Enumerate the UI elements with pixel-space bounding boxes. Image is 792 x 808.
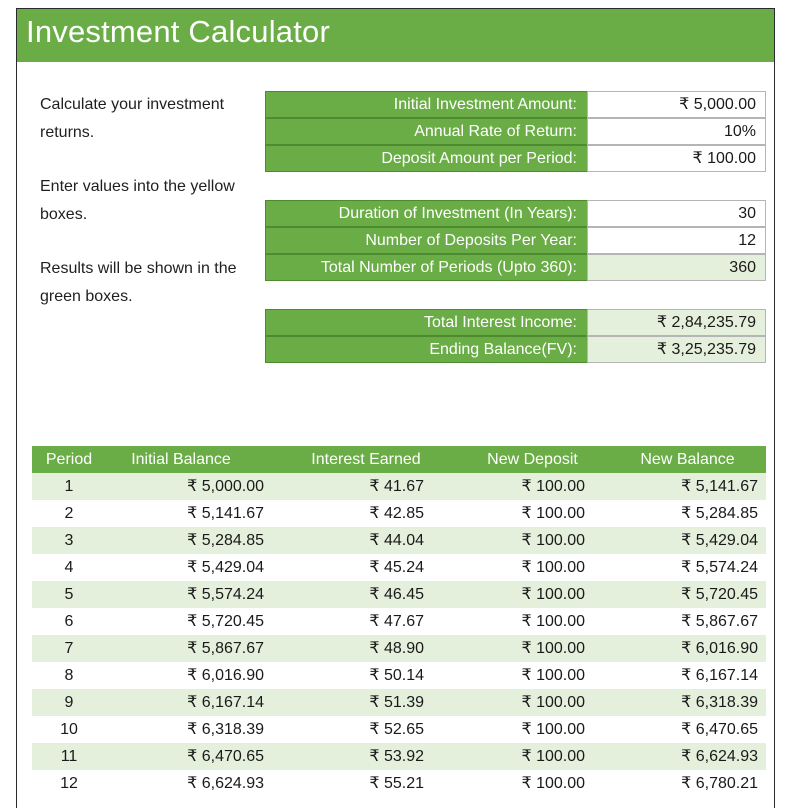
cell-period: 5 (64, 586, 74, 603)
total-interest-value: ₹ 2,84,235.79 (587, 309, 766, 336)
cell-new-balance: ₹ 5,720.45 (681, 586, 758, 603)
cell-new-balance: ₹ 6,624.93 (681, 748, 758, 765)
instruction-text: Results will be shown in the (40, 260, 237, 277)
cell-new-balance: ₹ 6,318.39 (681, 694, 758, 711)
field-label: Duration of Investment (In Years): (265, 200, 587, 227)
cell-interest-earned: ₹ 47.67 (369, 613, 424, 630)
table-row (32, 527, 766, 554)
cell-new-balance: ₹ 6,167.14 (681, 667, 758, 684)
cell-interest-earned: ₹ 51.39 (369, 694, 424, 711)
annual-rate-input[interactable]: 10% (587, 118, 766, 145)
cell-initial-balance: ₹ 6,016.90 (187, 667, 264, 684)
duration-years-input[interactable]: 30 (587, 200, 766, 227)
cell-new-deposit: ₹ 100.00 (521, 748, 585, 765)
ending-balance-value: ₹ 3,25,235.79 (587, 336, 766, 363)
cell-period: 2 (64, 505, 74, 522)
cell-initial-balance: ₹ 5,284.85 (187, 532, 264, 549)
instruction-text: green boxes. (40, 288, 133, 305)
cell-new-deposit: ₹ 100.00 (521, 532, 585, 549)
cell-new-balance: ₹ 5,429.04 (681, 532, 758, 549)
table-row (32, 608, 766, 635)
cell-initial-balance: ₹ 5,429.04 (187, 559, 264, 576)
cell-new-deposit: ₹ 100.00 (521, 667, 585, 684)
table-row (32, 500, 766, 527)
cell-initial-balance: ₹ 6,470.65 (187, 748, 264, 765)
field-label: Initial Investment Amount: (265, 91, 587, 118)
cell-interest-earned: ₹ 42.85 (369, 505, 424, 522)
column-header-new-balance: New Balance (640, 451, 735, 468)
cell-period: 9 (64, 694, 74, 711)
cell-interest-earned: ₹ 55.21 (369, 775, 424, 792)
cell-initial-balance: ₹ 6,624.93 (187, 775, 264, 792)
table-body (32, 473, 766, 797)
cell-interest-earned: ₹ 52.65 (369, 721, 424, 738)
table-row (32, 743, 766, 770)
table-row (32, 716, 766, 743)
instruction-block-1 (40, 91, 272, 147)
cell-period: 4 (64, 559, 74, 576)
field-ending-balance (265, 336, 766, 363)
table-row (32, 770, 766, 797)
total-periods-value: 360 (587, 254, 766, 281)
instruction-text: Calculate your investment (40, 96, 225, 113)
calculator-frame (16, 8, 775, 808)
cell-new-deposit: ₹ 100.00 (521, 613, 585, 630)
cell-interest-earned: ₹ 41.67 (369, 478, 424, 495)
cell-initial-balance: ₹ 5,141.67 (187, 505, 264, 522)
instruction-block-3 (40, 255, 272, 311)
cell-new-balance: ₹ 5,574.24 (681, 559, 758, 576)
cell-initial-balance: ₹ 5,867.67 (187, 640, 264, 657)
field-total-periods (265, 254, 766, 281)
cell-initial-balance: ₹ 5,720.45 (187, 613, 264, 630)
column-header-interest-earned: Interest Earned (311, 451, 421, 468)
field-label: Deposit Amount per Period: (265, 145, 587, 172)
cell-interest-earned: ₹ 46.45 (369, 586, 424, 603)
table-header (32, 446, 766, 473)
cell-new-deposit: ₹ 100.00 (521, 694, 585, 711)
cell-new-balance: ₹ 5,867.67 (681, 613, 758, 630)
cell-period: 8 (64, 667, 74, 684)
field-deposits-per-year (265, 227, 766, 254)
field-total-interest (265, 309, 766, 336)
column-header-initial-balance: Initial Balance (131, 451, 231, 468)
title-bar (17, 9, 774, 62)
field-deposit-amount (265, 145, 766, 172)
cell-interest-earned: ₹ 50.14 (369, 667, 424, 684)
instruction-block-2 (40, 173, 272, 229)
column-header-period: Period (45, 451, 93, 468)
field-initial-investment (265, 91, 766, 118)
instruction-text: returns. (40, 124, 95, 141)
schedule-table (32, 446, 766, 797)
cell-interest-earned: ₹ 44.04 (369, 532, 424, 549)
cell-new-deposit: ₹ 100.00 (521, 721, 585, 738)
instruction-text: Enter values into the yellow (40, 178, 235, 195)
cell-initial-balance: ₹ 6,318.39 (187, 721, 264, 738)
cell-interest-earned: ₹ 53.92 (369, 748, 424, 765)
cell-new-deposit: ₹ 100.00 (521, 640, 585, 657)
table-row (32, 635, 766, 662)
field-label: Annual Rate of Return: (265, 118, 587, 145)
cell-initial-balance: ₹ 5,000.00 (187, 478, 264, 495)
cell-period: 1 (64, 478, 74, 495)
deposit-amount-input[interactable]: ₹ 100.00 (587, 145, 766, 172)
field-label: Total Number of Periods (Upto 360): (265, 254, 587, 281)
field-duration-years (265, 200, 766, 227)
page-title: Investment Calculator (26, 14, 330, 49)
cell-new-deposit: ₹ 100.00 (521, 775, 585, 792)
cell-period: 10 (60, 721, 78, 738)
table-row (32, 662, 766, 689)
cell-interest-earned: ₹ 48.90 (369, 640, 424, 657)
cell-period: 7 (64, 640, 74, 657)
field-label: Total Interest Income: (265, 309, 587, 336)
field-label: Number of Deposits Per Year: (265, 227, 587, 254)
cell-new-balance: ₹ 6,470.65 (681, 721, 758, 738)
cell-new-deposit: ₹ 100.00 (521, 505, 585, 522)
cell-period: 3 (64, 532, 74, 549)
cell-interest-earned: ₹ 45.24 (369, 559, 424, 576)
field-label: Ending Balance(FV): (265, 336, 587, 363)
cell-period: 11 (60, 748, 78, 765)
cell-new-balance: ₹ 5,141.67 (681, 478, 758, 495)
cell-period: 6 (64, 613, 74, 630)
table-row (32, 689, 766, 716)
cell-new-balance: ₹ 6,016.90 (681, 640, 758, 657)
instruction-text: boxes. (40, 206, 88, 223)
field-annual-rate (265, 118, 766, 145)
deposits-per-year-input[interactable]: 12 (587, 227, 766, 254)
table-row (32, 581, 766, 608)
cell-new-deposit: ₹ 100.00 (521, 478, 585, 495)
table-row (32, 554, 766, 581)
column-header-new-deposit: New Deposit (487, 451, 578, 468)
cell-new-deposit: ₹ 100.00 (521, 586, 585, 603)
cell-new-balance: ₹ 6,780.21 (681, 775, 758, 792)
cell-period: 12 (60, 775, 78, 792)
initial-investment-input[interactable]: ₹ 5,000.00 (587, 91, 766, 118)
cell-new-deposit: ₹ 100.00 (521, 559, 585, 576)
table-row (32, 473, 766, 500)
cell-initial-balance: ₹ 5,574.24 (187, 586, 264, 603)
cell-initial-balance: ₹ 6,167.14 (187, 694, 264, 711)
cell-new-balance: ₹ 5,284.85 (681, 505, 758, 522)
